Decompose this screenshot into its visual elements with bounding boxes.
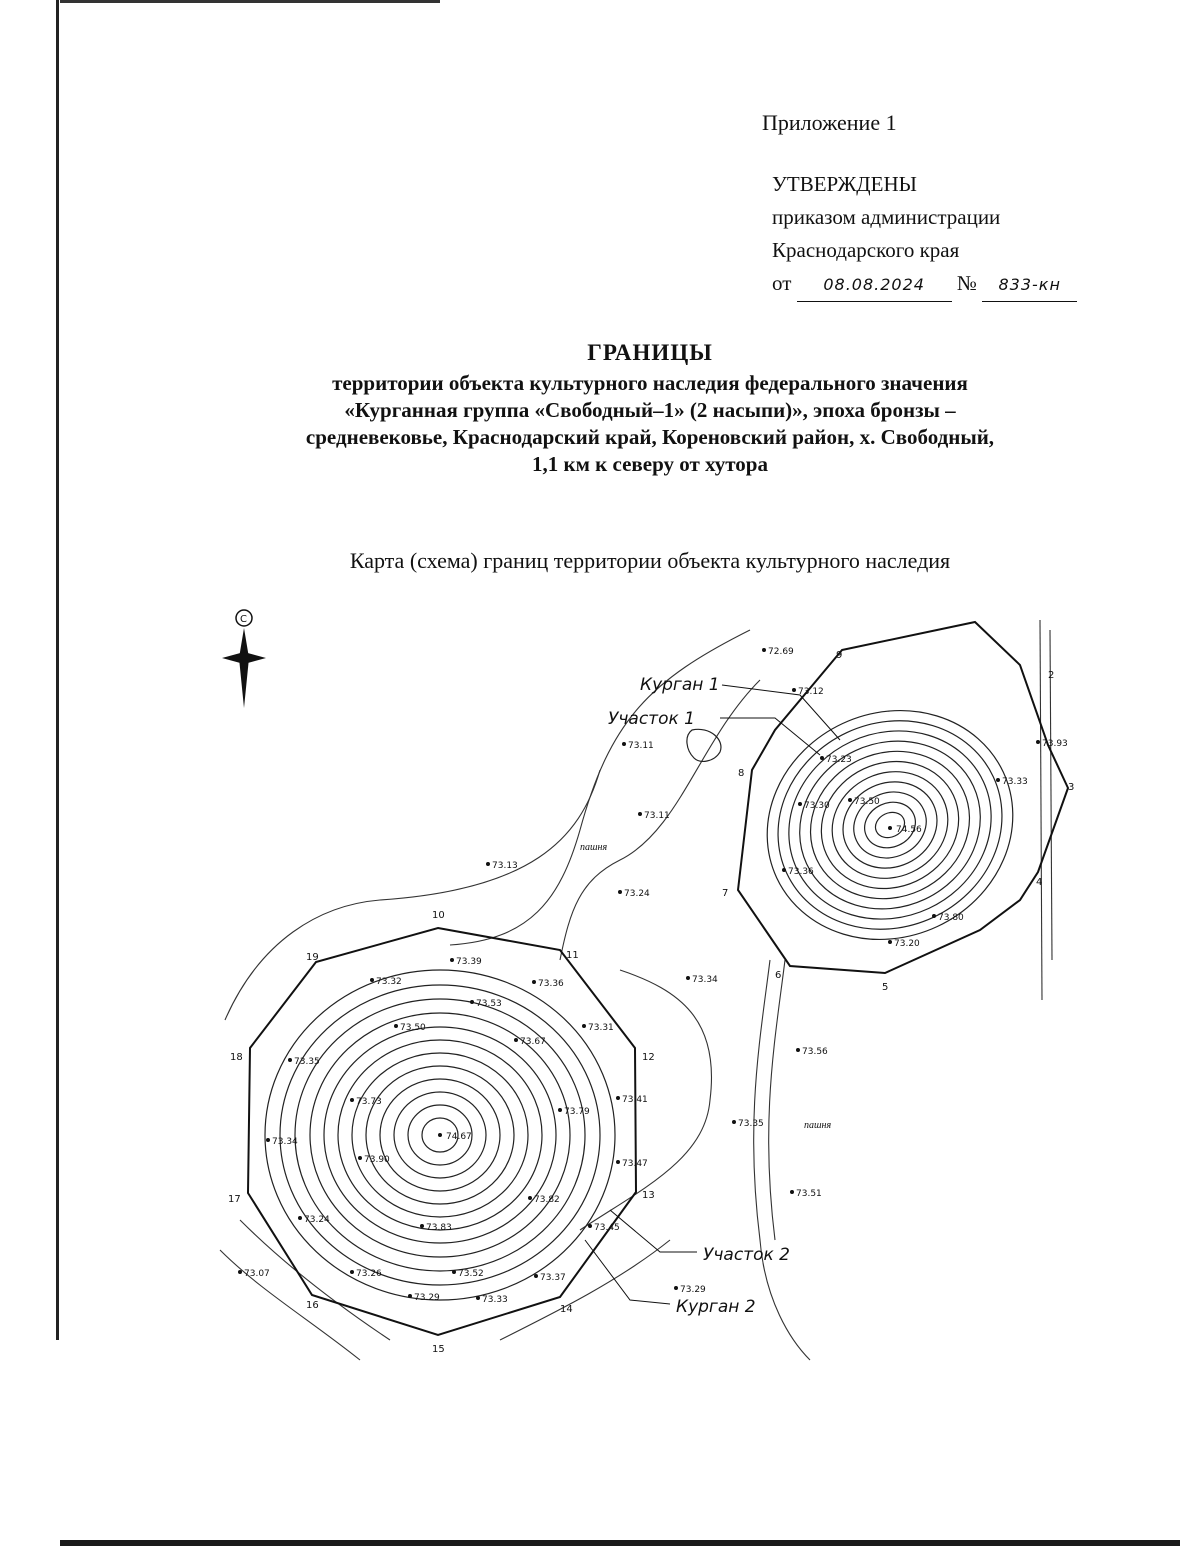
elevation-label: 73.50	[400, 1023, 426, 1033]
label-field-b: пашня	[804, 1120, 832, 1131]
elevation-label: 73.37	[540, 1273, 566, 1283]
elevation-label: 72.69	[768, 647, 794, 657]
vertex-label: 19	[306, 952, 319, 963]
vertex-label: 8	[738, 768, 745, 779]
approved-heading: УТВЕРЖДЕНЫ	[772, 172, 917, 196]
elevation-label: 73.07	[244, 1269, 270, 1279]
appendix-label: Приложение 1	[762, 110, 897, 135]
elevation-label: 73.34	[692, 975, 718, 985]
elevation-label: 73.20	[894, 939, 920, 949]
elevation-label: 73.24	[624, 889, 650, 899]
elevation-label: 74.56	[896, 825, 922, 835]
elevation-label: 73.39	[456, 957, 482, 967]
elevation-label: 73.35	[738, 1119, 764, 1129]
vertex-label: 10	[432, 910, 445, 921]
elevation-label: 73.31	[588, 1023, 614, 1033]
scan-top-edge	[60, 0, 440, 3]
elevation-label: 73.52	[458, 1269, 484, 1279]
scan-bottom-edge	[60, 1540, 1180, 1546]
elevation-label: 73.41	[622, 1095, 648, 1105]
elevation-label: 73.32	[376, 977, 402, 987]
elevation-label: 73.51	[796, 1189, 822, 1199]
approved-by-line-1: приказом администрации	[772, 205, 1001, 229]
elevation-label: 73.36	[538, 979, 564, 989]
elevation-label: 73.82	[534, 1195, 560, 1205]
elevation-label: 73.90	[364, 1155, 390, 1165]
boundary-map	[200, 600, 1100, 1370]
approved-by-line-2: Краснодарского края	[772, 238, 960, 262]
label-kurgan-1: Курган 1	[640, 675, 720, 695]
elevation-label: 73.79	[564, 1107, 590, 1117]
elevation-label: 73.11	[644, 811, 670, 821]
elevation-label: 73.23	[826, 755, 852, 765]
label-site-1: Участок 1	[608, 709, 695, 729]
order-number: 833-кн	[982, 268, 1077, 302]
vertex-label: 11	[566, 950, 579, 961]
label-field-a: пашня	[580, 842, 608, 853]
vertex-label: 17	[228, 1194, 241, 1205]
elevation-label: 73.47	[622, 1159, 648, 1169]
north-letter: С	[240, 614, 247, 625]
vertex-label: 7	[722, 888, 729, 899]
north-arrow-icon	[222, 610, 266, 708]
date-prefix: от	[772, 271, 792, 295]
elevation-label: 73.93	[1042, 739, 1068, 749]
number-sign: №	[956, 271, 977, 295]
vertex-label: 12	[642, 1052, 655, 1063]
vertex-label: 15	[432, 1344, 445, 1355]
title-heading: ГРАНИЦЫ	[587, 340, 713, 365]
elevation-label: 73.73	[356, 1097, 382, 1107]
elevation-label: 73.34	[272, 1137, 298, 1147]
vertex-label: 4	[1036, 877, 1043, 888]
elevation-label: 73.33	[1002, 777, 1028, 787]
label-kurgan-2: Курган 2	[676, 1297, 756, 1317]
vertex-label: 13	[642, 1190, 655, 1201]
elevation-label: 73.67	[520, 1037, 546, 1047]
scan-left-edge	[56, 0, 59, 1340]
label-site-2: Участок 2	[703, 1245, 790, 1265]
map-caption: Карта (схема) границ территории объекта культурного наследия	[349, 548, 951, 573]
vertex-label: 6	[775, 970, 782, 981]
vertex-label: 3	[1068, 782, 1075, 793]
vertex-label: 18	[230, 1052, 243, 1063]
elevation-label: 73.56	[802, 1047, 828, 1057]
elevation-label: 73.50	[854, 797, 880, 807]
elevation-label: 73.36	[788, 867, 814, 877]
elevation-marks	[238, 647, 1068, 1305]
document-title	[200, 340, 1100, 478]
vertex-label: 14	[560, 1304, 573, 1315]
site-2-boundary	[248, 928, 636, 1335]
vertex-label: 16	[306, 1300, 319, 1311]
elevation-label: 73.80	[938, 913, 964, 923]
elevation-label: 73.45	[594, 1223, 620, 1233]
elevation-label: 73.30	[804, 801, 830, 811]
order-date-line	[772, 267, 1077, 302]
vertex-label: 2	[1048, 670, 1055, 681]
elevation-label: 73.29	[680, 1285, 706, 1295]
vertex-label: 9	[836, 650, 843, 661]
title-line-1: территории объекта культурного наследия федерального значения	[332, 371, 968, 395]
elevation-label: 73.83	[426, 1223, 452, 1233]
elevation-label: 73.35	[294, 1057, 320, 1067]
approval-block	[772, 168, 1077, 302]
elevation-label: 73.29	[414, 1293, 440, 1303]
site-1-boundary	[738, 622, 1068, 973]
map-drawing	[200, 600, 1100, 1370]
title-line-4: 1,1 км к северу от хутора	[532, 452, 768, 476]
title-line-3: средневековье, Краснодарский край, Кореновский район, х. Свободный,	[305, 425, 995, 449]
kurgan-1-contours	[729, 671, 1050, 980]
elevation-label: 73.26	[356, 1269, 382, 1279]
elevation-label: 73.24	[304, 1215, 330, 1225]
elevation-label: 73.12	[798, 687, 824, 697]
vertex-label: 5	[882, 982, 889, 993]
elevation-label: 73.11	[628, 741, 654, 751]
elevation-label: 73.13	[492, 861, 518, 871]
elevation-label: 73.33	[482, 1295, 508, 1305]
elevation-label: 73.53	[476, 999, 502, 1009]
title-line-2: «Курганная группа «Свободный–1» (2 насыпи)», эпоха бронзы –	[344, 398, 956, 422]
order-date: 08.08.2024	[797, 268, 952, 302]
elevation-label: 74.67	[446, 1132, 472, 1142]
